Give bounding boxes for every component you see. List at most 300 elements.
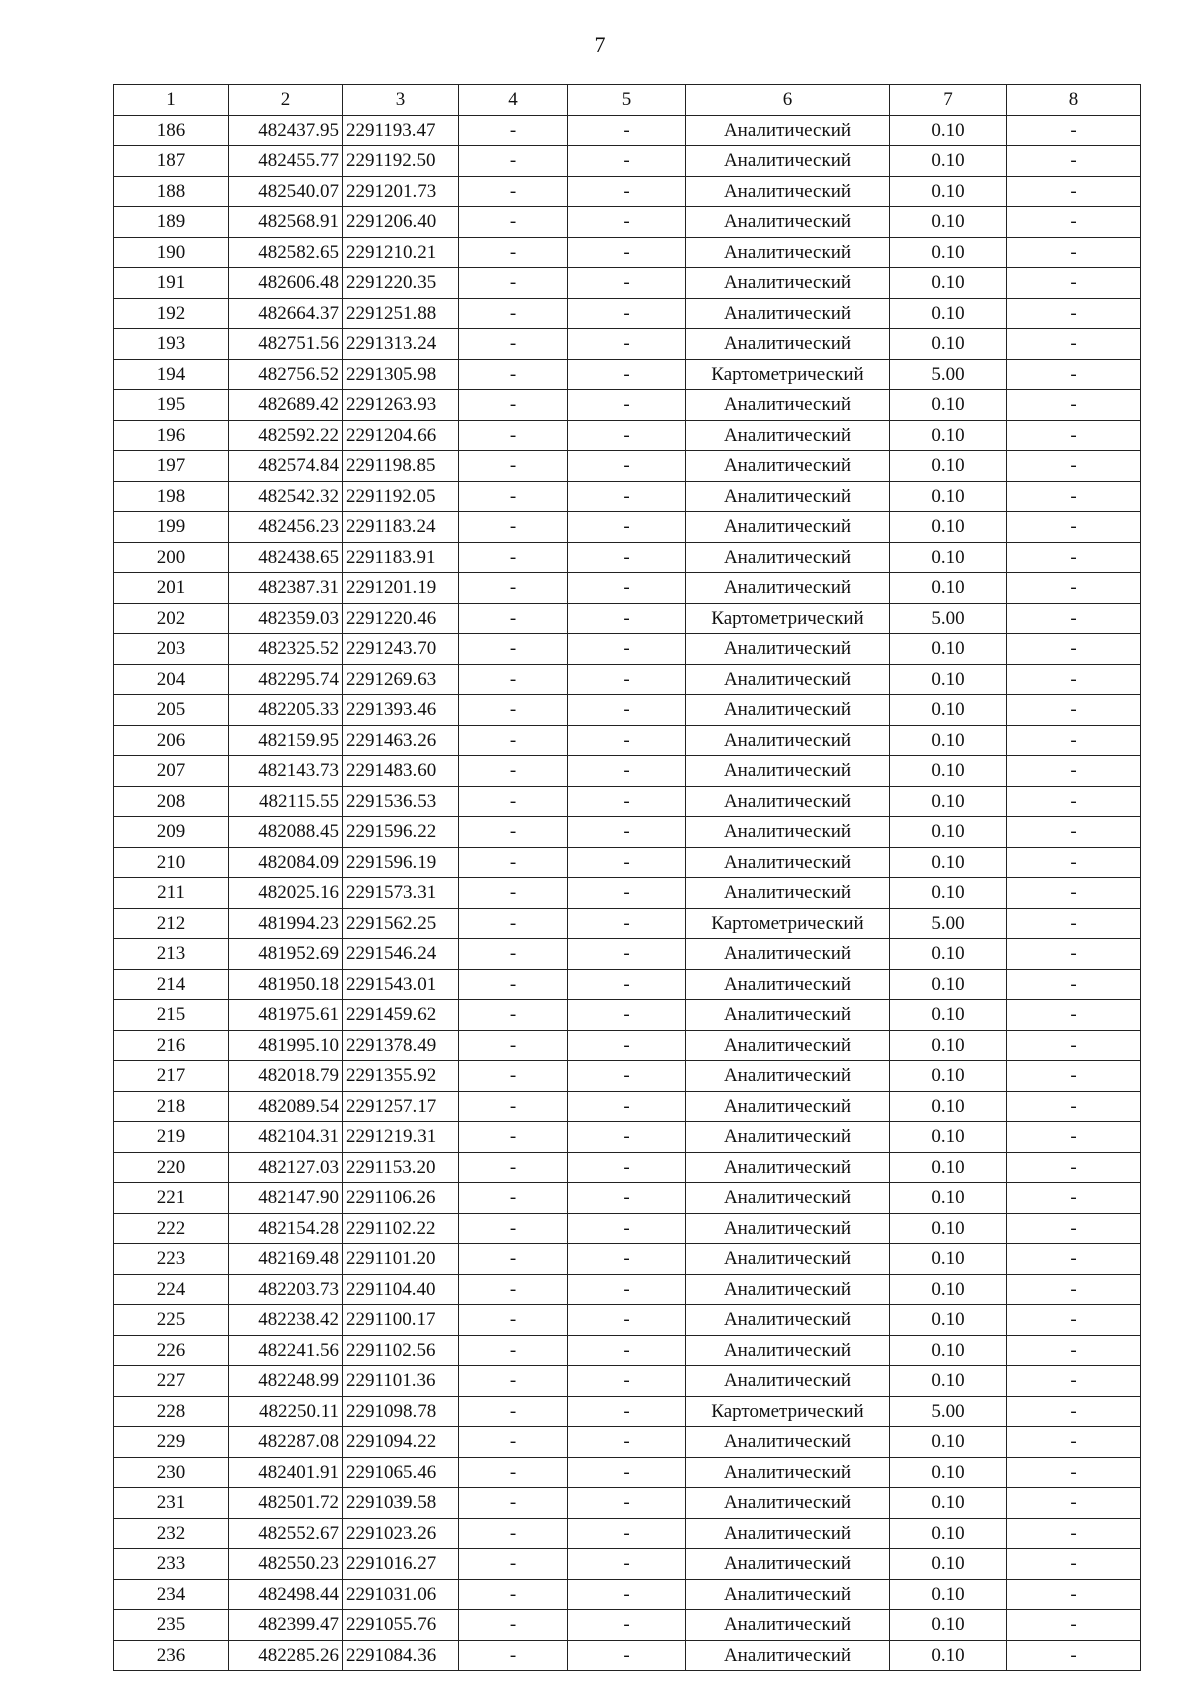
method-cell: Аналитический [686, 1488, 890, 1519]
column-5-cell: - [568, 268, 686, 299]
column-4-cell: - [459, 695, 568, 726]
column-8-cell: - [1007, 603, 1141, 634]
column-5-cell: - [568, 1335, 686, 1366]
accuracy-cell: 0.10 [890, 542, 1007, 573]
column-8-cell: - [1007, 390, 1141, 421]
point-number-cell: 210 [114, 847, 229, 878]
table-row [114, 847, 1141, 878]
column-5-cell: - [568, 1030, 686, 1061]
table-row [114, 207, 1141, 238]
table-row [114, 268, 1141, 299]
column-8-cell: - [1007, 1457, 1141, 1488]
table-row [114, 1213, 1141, 1244]
column-4-cell: - [459, 725, 568, 756]
y-coordinate-cell: 2291596.22 [343, 817, 459, 848]
accuracy-cell: 0.10 [890, 1061, 1007, 1092]
column-8-cell: - [1007, 1122, 1141, 1153]
table-row [114, 1457, 1141, 1488]
table-row [114, 603, 1141, 634]
table-row [114, 908, 1141, 939]
column-8-cell: - [1007, 1488, 1141, 1519]
point-number-cell: 233 [114, 1549, 229, 1580]
table-row [114, 664, 1141, 695]
point-number-cell: 217 [114, 1061, 229, 1092]
y-coordinate-cell: 2291219.31 [343, 1122, 459, 1153]
y-coordinate-cell: 2291023.26 [343, 1518, 459, 1549]
point-number-cell: 194 [114, 359, 229, 390]
y-coordinate-cell: 2291257.17 [343, 1091, 459, 1122]
x-coordinate-cell: 482104.31 [229, 1122, 343, 1153]
point-number-cell: 197 [114, 451, 229, 482]
column-5-cell: - [568, 634, 686, 665]
accuracy-cell: 0.10 [890, 1488, 1007, 1519]
x-coordinate-cell: 481975.61 [229, 1000, 343, 1031]
accuracy-cell: 0.10 [890, 786, 1007, 817]
table-row [114, 146, 1141, 177]
column-4-cell: - [459, 1610, 568, 1641]
x-coordinate-cell: 482295.74 [229, 664, 343, 695]
column-5-cell: - [568, 969, 686, 1000]
method-cell: Картометрический [686, 359, 890, 390]
point-number-cell: 225 [114, 1305, 229, 1336]
column-5-cell: - [568, 1579, 686, 1610]
y-coordinate-cell: 2291098.78 [343, 1396, 459, 1427]
accuracy-cell: 0.10 [890, 1457, 1007, 1488]
point-number-cell: 232 [114, 1518, 229, 1549]
column-8-cell: - [1007, 115, 1141, 146]
accuracy-cell: 0.10 [890, 207, 1007, 238]
column-8-cell: - [1007, 542, 1141, 573]
x-coordinate-cell: 482501.72 [229, 1488, 343, 1519]
point-number-cell: 221 [114, 1183, 229, 1214]
method-cell: Аналитический [686, 939, 890, 970]
x-coordinate-cell: 482756.52 [229, 359, 343, 390]
column-5-cell: - [568, 390, 686, 421]
y-coordinate-cell: 2291198.85 [343, 451, 459, 482]
column-4-cell: - [459, 969, 568, 1000]
accuracy-cell: 0.10 [890, 115, 1007, 146]
method-cell: Аналитический [686, 481, 890, 512]
column-4-cell: - [459, 542, 568, 573]
point-number-cell: 230 [114, 1457, 229, 1488]
column-5-cell: - [568, 1549, 686, 1580]
column-5-cell: - [568, 420, 686, 451]
column-4-cell: - [459, 1152, 568, 1183]
accuracy-cell: 0.10 [890, 817, 1007, 848]
y-coordinate-cell: 2291100.17 [343, 1305, 459, 1336]
column-4-cell: - [459, 1457, 568, 1488]
accuracy-cell: 0.10 [890, 1366, 1007, 1397]
x-coordinate-cell: 482399.47 [229, 1610, 343, 1641]
method-cell: Аналитический [686, 1579, 890, 1610]
method-cell: Аналитический [686, 695, 890, 726]
point-number-cell: 193 [114, 329, 229, 360]
column-4-cell: - [459, 1549, 568, 1580]
point-number-cell: 215 [114, 1000, 229, 1031]
x-coordinate-cell: 482203.73 [229, 1274, 343, 1305]
point-number-cell: 204 [114, 664, 229, 695]
x-coordinate-cell: 481952.69 [229, 939, 343, 970]
column-4-cell: - [459, 176, 568, 207]
table-row [114, 1488, 1141, 1519]
method-cell: Аналитический [686, 634, 890, 665]
y-coordinate-cell: 2291543.01 [343, 969, 459, 1000]
table-row [114, 786, 1141, 817]
table-row [114, 969, 1141, 1000]
point-number-cell: 201 [114, 573, 229, 604]
column-4-cell: - [459, 664, 568, 695]
column-8-cell: - [1007, 1335, 1141, 1366]
table-row [114, 1274, 1141, 1305]
accuracy-cell: 0.10 [890, 1183, 1007, 1214]
column-8-cell: - [1007, 1610, 1141, 1641]
point-number-cell: 224 [114, 1274, 229, 1305]
column-5-cell: - [568, 725, 686, 756]
column-5-cell: - [568, 481, 686, 512]
column-8-cell: - [1007, 1183, 1141, 1214]
method-cell: Аналитический [686, 115, 890, 146]
table-row [114, 1122, 1141, 1153]
column-8-cell: - [1007, 725, 1141, 756]
accuracy-cell: 0.10 [890, 847, 1007, 878]
column-5-cell: - [568, 298, 686, 329]
column-5-cell: - [568, 176, 686, 207]
y-coordinate-cell: 2291055.76 [343, 1610, 459, 1641]
table-row [114, 542, 1141, 573]
method-cell: Аналитический [686, 725, 890, 756]
accuracy-cell: 0.10 [890, 664, 1007, 695]
x-coordinate-cell: 482550.23 [229, 1549, 343, 1580]
method-cell: Аналитический [686, 237, 890, 268]
column-5-cell: - [568, 542, 686, 573]
method-cell: Аналитический [686, 1549, 890, 1580]
column-8-cell: - [1007, 420, 1141, 451]
table-row [114, 298, 1141, 329]
point-number-cell: 223 [114, 1244, 229, 1275]
point-number-cell: 214 [114, 969, 229, 1000]
column-8-cell: - [1007, 1000, 1141, 1031]
column-5-cell: - [568, 207, 686, 238]
y-coordinate-cell: 2291193.47 [343, 115, 459, 146]
y-coordinate-cell: 2291192.05 [343, 481, 459, 512]
table-row [114, 115, 1141, 146]
column-8-cell: - [1007, 481, 1141, 512]
method-cell: Аналитический [686, 176, 890, 207]
point-number-cell: 235 [114, 1610, 229, 1641]
table-row [114, 1183, 1141, 1214]
column-4-cell: - [459, 1366, 568, 1397]
x-coordinate-cell: 482143.73 [229, 756, 343, 787]
column-4-cell: - [459, 939, 568, 970]
x-coordinate-cell: 482387.31 [229, 573, 343, 604]
column-8-cell: - [1007, 817, 1141, 848]
point-number-cell: 209 [114, 817, 229, 848]
table-row [114, 1305, 1141, 1336]
table-row [114, 1244, 1141, 1275]
column-5-cell: - [568, 329, 686, 360]
x-coordinate-cell: 482751.56 [229, 329, 343, 360]
x-coordinate-cell: 482127.03 [229, 1152, 343, 1183]
x-coordinate-cell: 482205.33 [229, 695, 343, 726]
accuracy-cell: 0.10 [890, 1122, 1007, 1153]
accuracy-cell: 0.10 [890, 268, 1007, 299]
column-8-cell: - [1007, 664, 1141, 695]
column-5-cell: - [568, 1274, 686, 1305]
column-8-cell: - [1007, 756, 1141, 787]
x-coordinate-cell: 482018.79 [229, 1061, 343, 1092]
x-coordinate-cell: 482540.07 [229, 176, 343, 207]
y-coordinate-cell: 2291243.70 [343, 634, 459, 665]
x-coordinate-cell: 482552.67 [229, 1518, 343, 1549]
accuracy-cell: 0.10 [890, 634, 1007, 665]
method-cell: Аналитический [686, 756, 890, 787]
y-coordinate-cell: 2291031.06 [343, 1579, 459, 1610]
point-number-cell: 206 [114, 725, 229, 756]
x-coordinate-cell: 482606.48 [229, 268, 343, 299]
column-4-cell: - [459, 1213, 568, 1244]
accuracy-cell: 0.10 [890, 1152, 1007, 1183]
method-cell: Аналитический [686, 1091, 890, 1122]
point-number-cell: 200 [114, 542, 229, 573]
y-coordinate-cell: 2291269.63 [343, 664, 459, 695]
table-body [114, 115, 1141, 1671]
column-4-cell: - [459, 1427, 568, 1458]
y-coordinate-cell: 2291153.20 [343, 1152, 459, 1183]
x-coordinate-cell: 482241.56 [229, 1335, 343, 1366]
column-4-cell: - [459, 1122, 568, 1153]
point-number-cell: 216 [114, 1030, 229, 1061]
point-number-cell: 211 [114, 878, 229, 909]
accuracy-cell: 0.10 [890, 512, 1007, 543]
table-row [114, 1091, 1141, 1122]
accuracy-cell: 0.10 [890, 420, 1007, 451]
table-row [114, 1000, 1141, 1031]
table-row [114, 1427, 1141, 1458]
y-coordinate-cell: 2291546.24 [343, 939, 459, 970]
column-5-cell: - [568, 756, 686, 787]
point-number-cell: 207 [114, 756, 229, 787]
point-number-cell: 192 [114, 298, 229, 329]
table-row [114, 1396, 1141, 1427]
method-cell: Аналитический [686, 1610, 890, 1641]
column-4-cell: - [459, 786, 568, 817]
y-coordinate-cell: 2291039.58 [343, 1488, 459, 1519]
table-row [114, 939, 1141, 970]
y-coordinate-cell: 2291596.19 [343, 847, 459, 878]
accuracy-cell: 0.10 [890, 298, 1007, 329]
x-coordinate-cell: 482088.45 [229, 817, 343, 848]
x-coordinate-cell: 482238.42 [229, 1305, 343, 1336]
x-coordinate-cell: 482498.44 [229, 1579, 343, 1610]
column-5-cell: - [568, 817, 686, 848]
accuracy-cell: 0.10 [890, 756, 1007, 787]
table-row [114, 1152, 1141, 1183]
table-row [114, 573, 1141, 604]
column-8-cell: - [1007, 512, 1141, 543]
accuracy-cell: 0.10 [890, 1091, 1007, 1122]
y-coordinate-cell: 2291183.24 [343, 512, 459, 543]
point-number-cell: 218 [114, 1091, 229, 1122]
table-row [114, 1366, 1141, 1397]
y-coordinate-cell: 2291536.53 [343, 786, 459, 817]
method-cell: Аналитический [686, 146, 890, 177]
y-coordinate-cell: 2291183.91 [343, 542, 459, 573]
column-5-cell: - [568, 1122, 686, 1153]
point-number-cell: 195 [114, 390, 229, 421]
column-5-cell: - [568, 1091, 686, 1122]
table-row [114, 512, 1141, 543]
column-4-cell: - [459, 817, 568, 848]
x-coordinate-cell: 482250.11 [229, 1396, 343, 1427]
column-8-cell: - [1007, 786, 1141, 817]
column-4-cell: - [459, 1488, 568, 1519]
column-4-cell: - [459, 1335, 568, 1366]
accuracy-cell: 0.10 [890, 146, 1007, 177]
column-5-cell: - [568, 786, 686, 817]
method-cell: Аналитический [686, 420, 890, 451]
accuracy-cell: 0.10 [890, 1244, 1007, 1275]
accuracy-cell: 0.10 [890, 1427, 1007, 1458]
point-number-cell: 186 [114, 115, 229, 146]
method-cell: Аналитический [686, 1183, 890, 1214]
table-row [114, 237, 1141, 268]
x-coordinate-cell: 482325.52 [229, 634, 343, 665]
x-coordinate-cell: 482542.32 [229, 481, 343, 512]
x-coordinate-cell: 482147.90 [229, 1183, 343, 1214]
column-8-cell: - [1007, 878, 1141, 909]
column-4-cell: - [459, 207, 568, 238]
method-cell: Аналитический [686, 451, 890, 482]
y-coordinate-cell: 2291206.40 [343, 207, 459, 238]
column-4-cell: - [459, 390, 568, 421]
x-coordinate-cell: 482689.42 [229, 390, 343, 421]
column-8-cell: - [1007, 969, 1141, 1000]
method-cell: Аналитический [686, 878, 890, 909]
column-8-cell: - [1007, 146, 1141, 177]
y-coordinate-cell: 2291084.36 [343, 1640, 459, 1671]
column-5-cell: - [568, 146, 686, 177]
column-8-cell: - [1007, 1061, 1141, 1092]
method-cell: Аналитический [686, 969, 890, 1000]
method-cell: Аналитический [686, 573, 890, 604]
x-coordinate-cell: 482401.91 [229, 1457, 343, 1488]
column-4-cell: - [459, 420, 568, 451]
method-cell: Аналитический [686, 1457, 890, 1488]
table-row [114, 1579, 1141, 1610]
point-number-cell: 228 [114, 1396, 229, 1427]
accuracy-cell: 0.10 [890, 1518, 1007, 1549]
table-row [114, 176, 1141, 207]
method-cell: Аналитический [686, 1122, 890, 1153]
y-coordinate-cell: 2291378.49 [343, 1030, 459, 1061]
accuracy-cell: 0.10 [890, 725, 1007, 756]
accuracy-cell: 0.10 [890, 329, 1007, 360]
table-row [114, 1610, 1141, 1641]
point-number-cell: 189 [114, 207, 229, 238]
column-8-cell: - [1007, 847, 1141, 878]
y-coordinate-cell: 2291573.31 [343, 878, 459, 909]
point-number-cell: 191 [114, 268, 229, 299]
column-8-cell: - [1007, 1640, 1141, 1671]
column-5-cell: - [568, 1152, 686, 1183]
accuracy-cell: 5.00 [890, 603, 1007, 634]
accuracy-cell: 0.10 [890, 1335, 1007, 1366]
point-number-cell: 196 [114, 420, 229, 451]
point-number-cell: 234 [114, 1579, 229, 1610]
column-8-cell: - [1007, 1518, 1141, 1549]
y-coordinate-cell: 2291251.88 [343, 298, 459, 329]
column-4-cell: - [459, 146, 568, 177]
column-5-cell: - [568, 878, 686, 909]
x-coordinate-cell: 482359.03 [229, 603, 343, 634]
column-8-cell: - [1007, 298, 1141, 329]
table-row [114, 451, 1141, 482]
accuracy-cell: 0.10 [890, 1549, 1007, 1580]
method-cell: Аналитический [686, 1640, 890, 1671]
column-4-cell: - [459, 1061, 568, 1092]
column-4-cell: - [459, 1030, 568, 1061]
column-4-cell: - [459, 237, 568, 268]
column-8-cell: - [1007, 1579, 1141, 1610]
column-5-cell: - [568, 939, 686, 970]
method-cell: Аналитический [686, 298, 890, 329]
column-4-cell: - [459, 1396, 568, 1427]
table-row [114, 1335, 1141, 1366]
column-5-cell: - [568, 1061, 686, 1092]
column-8-cell: - [1007, 1091, 1141, 1122]
column-header: 5 [568, 85, 686, 116]
y-coordinate-cell: 2291483.60 [343, 756, 459, 787]
column-5-cell: - [568, 908, 686, 939]
table-row [114, 1518, 1141, 1549]
method-cell: Аналитический [686, 1030, 890, 1061]
method-cell: Аналитический [686, 1213, 890, 1244]
column-5-cell: - [568, 573, 686, 604]
table-row [114, 695, 1141, 726]
y-coordinate-cell: 2291065.46 [343, 1457, 459, 1488]
method-cell: Аналитический [686, 1305, 890, 1336]
column-4-cell: - [459, 115, 568, 146]
point-number-cell: 199 [114, 512, 229, 543]
x-coordinate-cell: 482025.16 [229, 878, 343, 909]
y-coordinate-cell: 2291104.40 [343, 1274, 459, 1305]
accuracy-cell: 0.10 [890, 1030, 1007, 1061]
column-5-cell: - [568, 1488, 686, 1519]
column-4-cell: - [459, 1305, 568, 1336]
table-row [114, 634, 1141, 665]
column-4-cell: - [459, 908, 568, 939]
table-row [114, 1030, 1141, 1061]
column-4-cell: - [459, 756, 568, 787]
x-coordinate-cell: 482248.99 [229, 1366, 343, 1397]
method-cell: Аналитический [686, 1152, 890, 1183]
point-number-cell: 213 [114, 939, 229, 970]
column-8-cell: - [1007, 1427, 1141, 1458]
y-coordinate-cell: 2291305.98 [343, 359, 459, 390]
method-cell: Аналитический [686, 390, 890, 421]
point-number-cell: 229 [114, 1427, 229, 1458]
column-5-cell: - [568, 1244, 686, 1275]
column-4-cell: - [459, 634, 568, 665]
accuracy-cell: 0.10 [890, 1000, 1007, 1031]
table-row [114, 817, 1141, 848]
method-cell: Аналитический [686, 1244, 890, 1275]
x-coordinate-cell: 482438.65 [229, 542, 343, 573]
column-8-cell: - [1007, 573, 1141, 604]
method-cell: Аналитический [686, 817, 890, 848]
column-header: 6 [686, 85, 890, 116]
column-5-cell: - [568, 847, 686, 878]
